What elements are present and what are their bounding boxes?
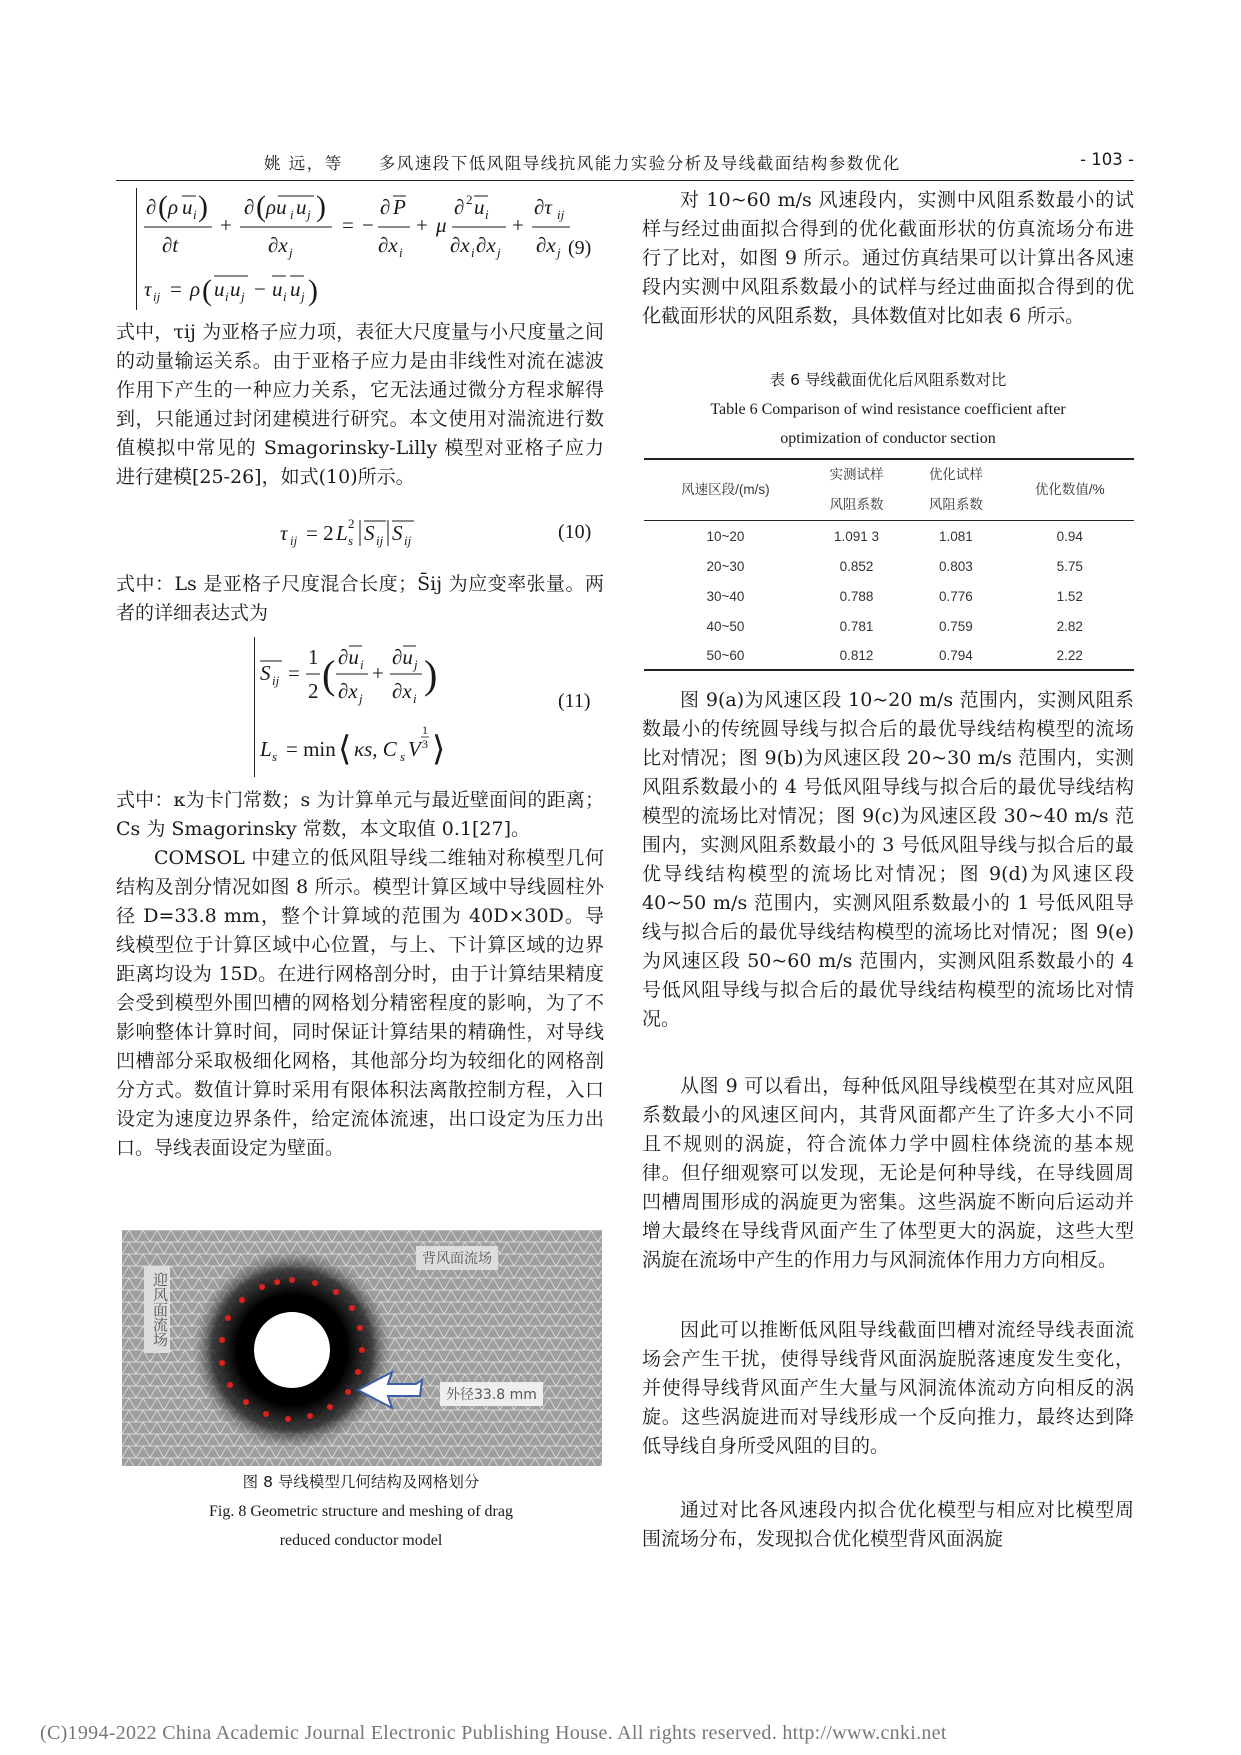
label-windward: 迎风面流场 bbox=[144, 1266, 170, 1353]
svg-text:j: j bbox=[241, 289, 245, 304]
svg-text:i: i bbox=[225, 289, 229, 304]
svg-text:∂x: ∂x bbox=[476, 233, 496, 257]
svg-text:j: j bbox=[307, 207, 311, 222]
svg-text:2: 2 bbox=[308, 679, 319, 703]
table-6-caption-en-2: optimization of conductor section bbox=[780, 430, 996, 447]
table-6-caption bbox=[642, 366, 1134, 453]
right-paragraph-2 bbox=[642, 686, 1134, 1034]
svg-text:1: 1 bbox=[422, 723, 428, 737]
svg-text:s: s bbox=[272, 749, 278, 764]
svg-text:ij: ij bbox=[272, 673, 280, 688]
svg-text:i: i bbox=[193, 207, 197, 222]
left-paragraph-2-text: 式中：Ls 是亚格子尺度混合长度；S̄ij 为应变率张量。两者的详细表达式为 bbox=[116, 573, 604, 624]
equation-11 bbox=[258, 634, 458, 782]
svg-text:u: u bbox=[230, 277, 241, 301]
svg-text:): ) bbox=[308, 274, 318, 307]
svg-text:μ: μ bbox=[436, 213, 447, 237]
equation-9 bbox=[140, 186, 610, 314]
table-row bbox=[644, 611, 1134, 641]
col-optimized: 优化试样 bbox=[906, 459, 1005, 490]
equation-9-brace bbox=[136, 188, 137, 310]
svg-text:u: u bbox=[214, 277, 225, 301]
table-cell: 0.812 bbox=[807, 641, 906, 670]
svg-text:+: + bbox=[372, 661, 384, 685]
svg-text:(: ( bbox=[322, 652, 336, 697]
svg-text:j: j bbox=[414, 657, 418, 672]
svg-text:S: S bbox=[364, 521, 375, 545]
svg-text:2: 2 bbox=[348, 516, 355, 531]
equation-10 bbox=[276, 512, 436, 552]
svg-text:∂x: ∂x bbox=[378, 233, 398, 257]
table-cell: 1.091 3 bbox=[834, 528, 880, 544]
svg-text:∂: ∂ bbox=[454, 195, 465, 219]
svg-text:ij: ij bbox=[376, 533, 384, 548]
equation-11-brace bbox=[254, 637, 255, 777]
mesh-image bbox=[122, 1230, 602, 1466]
svg-text:u: u bbox=[296, 195, 307, 219]
right-paragraph-3-text: 从图 9 可以看出，每种低风阻导线模型在其对应风阻系数最小的风速区间内，其背风面都产生了许多大小不同且不规则的涡旋，符合流体力学中圆柱体绕流的基本规律。但仔细观察可以发现，无论是何种导线，在导线圆周凹槽周围形成的涡旋更为密集。这些涡旋不断向后运动并增大最终在导线背风面产生了体型更大的涡旋，这些大型涡旋在流场中产生的作用力与风洞流体作用力方向相反。 bbox=[642, 1075, 1134, 1271]
svg-text:i: i bbox=[283, 289, 287, 304]
svg-text:L: L bbox=[336, 521, 348, 545]
table-6 bbox=[644, 458, 1134, 671]
svg-text:(: ( bbox=[256, 190, 266, 223]
svg-text:i: i bbox=[471, 245, 475, 260]
table-cell: 2.82 bbox=[1056, 618, 1083, 634]
equation-10-number: (10) bbox=[558, 521, 592, 543]
table-row bbox=[644, 581, 1134, 611]
left-paragraph-4-text: COMSOL 中建立的低风阻导线二维轴对称模型几何结构及剖分情况如图 8 所示。模型计算区域中导线圆柱外径 D=33.8 mm，整个计算域的范围为 40D×30D。导线模型位于计算区域中心位置，与上、下计算区域的边界距离均设为 15D。在进行网格剖分时，由于计算结果精度会受到模型外围凹槽的网格划分精密程度的影响，为了不影响整体计算时间，同时保证计算结果的精确性，对导线凹槽部分采取极细化网格，其他部分均为较细化的网格剖分方式。数值计算时采用有限体积法离散控制方程，入口设定为速度边界条件，给定流体流速，出口设定为压力出口。导线表面设定为壁面。 bbox=[116, 847, 604, 1159]
svg-text:= min: = min bbox=[286, 737, 336, 761]
right-paragraph-1 bbox=[642, 186, 1134, 331]
svg-text:i: i bbox=[413, 691, 417, 706]
svg-text:∂u: ∂u bbox=[392, 645, 413, 669]
svg-text:j: j bbox=[289, 245, 293, 260]
figure-8-caption bbox=[116, 1468, 606, 1555]
table-cell: 0.759 bbox=[939, 618, 973, 634]
copyright-footer: (C)1994-2022 China Academic Journal Electronic Publishing House. All rights reserved. http://www.cnki.net bbox=[40, 1722, 947, 1744]
table-cell: 40~50 bbox=[706, 618, 745, 634]
svg-text:i: i bbox=[399, 245, 403, 260]
label-leeward: 背风面流场 bbox=[416, 1246, 498, 1270]
col-measured: 实测试样 bbox=[807, 459, 906, 490]
svg-text:∂t: ∂t bbox=[162, 233, 179, 257]
svg-text:∂: ∂ bbox=[146, 195, 157, 219]
svg-text:ρ: ρ bbox=[190, 277, 201, 301]
svg-text:u: u bbox=[290, 277, 301, 301]
svg-text:−: − bbox=[254, 277, 266, 301]
col-optimized-coef: 风阻系数 bbox=[906, 490, 1005, 521]
figure-8-caption-en-2: reduced conductor model bbox=[279, 1532, 443, 1549]
svg-text:=: = bbox=[170, 277, 182, 301]
svg-text:ij: ij bbox=[557, 207, 565, 222]
table-cell: 0.794 bbox=[906, 641, 1005, 670]
equation-11-number: (11) bbox=[558, 690, 591, 712]
svg-text:2: 2 bbox=[466, 192, 473, 207]
table-row bbox=[644, 551, 1134, 581]
left-paragraph-1-text: 式中，τij 为亚格子应力项，表征大尺度量与小尺度量之间的动量输运关系。由于亚格子应力是由非线性对流在滤波作用下产生的一种应力关系，它无法通过微分方程求解得到，只能通过封闭建模进行研究。本文使用对湍流进行数值模拟中常见的 Smagorinsky-Lilly 模型对亚格子应力进行建模[25-26]，如式(10)所示。 bbox=[116, 321, 604, 488]
svg-text:−: − bbox=[362, 213, 374, 237]
svg-text:ρ: ρ bbox=[168, 195, 179, 219]
table-cell: 1.52 bbox=[1056, 588, 1083, 604]
svg-text:u: u bbox=[272, 277, 283, 301]
svg-text:∂x: ∂x bbox=[268, 233, 288, 257]
table-row bbox=[644, 641, 1134, 670]
table-6-caption-cn: 表 6 导线截面优化后风阻系数对比 bbox=[769, 371, 1007, 389]
right-paragraph-2-text: 图 9(a)为风速区段 10~20 m/s 范围内，实测风阻系数最小的传统圆导线与拟合后的最优导线结构模型的流场比对情况；图 9(b)为风速区段 20~30 m/s 范围内，实测风阻系数最小的 4 号低风阻导线与拟合后的最优导线结构模型的流场比对情况；图 9(c)为风速区段 30~40 m/s 范围内，实测风阻系数最小的 3 号低风阻导线与拟合后的最优导线结构模型的流场比对情况；图 9(d)为风速区段 40~50 m/s 范围内，实测风阻系数最小的 1 号低风阻导线与拟合后的最优导线结构模型的流场比对情况；图 9(e)为风速区段 50~60 m/s 范围内，实测风阻系数最小的 4 号低风阻导线与拟合后的最优导线结构模型的流场比对情况。 bbox=[642, 689, 1134, 1030]
table-cell: 0.94 bbox=[1056, 528, 1083, 544]
svg-text:ij: ij bbox=[290, 533, 298, 548]
table-cell: 50~60 bbox=[644, 641, 807, 670]
svg-text:j: j bbox=[557, 245, 561, 260]
col-optimized-pct: 优化数值/% bbox=[1006, 459, 1134, 521]
right-paragraph-4 bbox=[642, 1316, 1134, 1461]
svg-text:∂x: ∂x bbox=[450, 233, 470, 257]
figure-8-caption-cn: 图 8 导线模型几何结构及网格划分 bbox=[242, 1473, 480, 1491]
left-paragraph-2 bbox=[116, 570, 604, 628]
svg-text:ρu: ρu bbox=[266, 195, 287, 219]
table-header-row bbox=[644, 459, 1134, 490]
svg-text:=: = bbox=[342, 213, 354, 237]
svg-text:∂x: ∂x bbox=[536, 233, 556, 257]
label-diameter: 外径33.8 mm bbox=[440, 1382, 543, 1406]
svg-text:s: s bbox=[400, 749, 406, 764]
table-6-caption-en-1: Table 6 Comparison of wind resistance coefficient after bbox=[710, 401, 1066, 418]
header-title: 姚 远，等 多风速段下低风阻导线抗风能力实验分析及导线截面结构参数优化 bbox=[264, 154, 901, 173]
svg-text:∂x: ∂x bbox=[392, 679, 412, 703]
svg-text:j: j bbox=[301, 289, 305, 304]
svg-text:1: 1 bbox=[308, 645, 319, 669]
col-speed: 风速区段/(m/s) bbox=[644, 459, 807, 521]
table-cell: 1.081 bbox=[939, 528, 973, 544]
svg-text:S: S bbox=[392, 521, 403, 545]
right-paragraph-5-text: 通过对比各风速段内拟合优化模型与相应对比模型周围流场分布，发现拟合优化模型背风面涡旋 bbox=[642, 1499, 1134, 1550]
svg-text:⟩: ⟩ bbox=[432, 731, 446, 768]
svg-text:τ: τ bbox=[144, 277, 152, 301]
table-cell: 30~40 bbox=[706, 588, 745, 604]
right-paragraph-1-text: 对 10~60 m/s 风速段内，实测中风阻系数最小的试样与经过曲面拟合得到的优化截面形状的仿真流场分布进行了比对，如图 9 所示。通过仿真结果可以计算出各风速段内实测中风阻系数最小的试样与经过曲面拟合得到的优化截面形状的风阻系数，具体数值对比如表 6 所示。 bbox=[642, 189, 1134, 327]
running-header bbox=[116, 150, 1134, 174]
right-paragraph-3 bbox=[642, 1072, 1134, 1275]
svg-text:s: s bbox=[348, 533, 354, 548]
table-cell: 10~20 bbox=[706, 528, 745, 544]
left-paragraph-1 bbox=[116, 318, 604, 492]
table-cell: 20~30 bbox=[706, 558, 745, 574]
right-paragraph-4-text: 因此可以推断低风阻导线截面凹槽对流经导线表面流场会产生干扰，使得导线背风面涡旋脱落速度发生变化，并使得导线背风面产生大量与风洞流体流动方向相反的涡旋。这些涡旋进而对导线形成一个反向推力，最终达到降低导线自身所受风阻的目的。 bbox=[642, 1319, 1134, 1457]
figure-8-mesh bbox=[122, 1230, 602, 1466]
table-cell: 0.781 bbox=[839, 618, 874, 634]
svg-text:τ: τ bbox=[280, 521, 288, 545]
figure-8-caption-en-1: Fig. 8 Geometric structure and meshing of drag bbox=[209, 1503, 513, 1520]
svg-text:u: u bbox=[474, 195, 485, 219]
svg-text:ij: ij bbox=[404, 533, 412, 548]
left-paragraph-3 bbox=[116, 786, 604, 844]
svg-text:⟨: ⟨ bbox=[338, 731, 352, 768]
table-row bbox=[644, 521, 1134, 552]
svg-text:i: i bbox=[360, 657, 364, 672]
svg-text:κs, C: κs, C bbox=[354, 737, 397, 761]
header-rule bbox=[116, 180, 1134, 181]
svg-text:∂τ: ∂τ bbox=[534, 195, 552, 219]
svg-text:P: P bbox=[393, 195, 406, 219]
svg-text:(: ( bbox=[158, 190, 168, 223]
page-number: - 103 - bbox=[1080, 150, 1134, 169]
col-measured-coef: 风阻系数 bbox=[807, 490, 906, 521]
svg-text:∂: ∂ bbox=[244, 195, 255, 219]
left-paragraph-4 bbox=[116, 844, 604, 1163]
table-cell: 0.776 bbox=[939, 588, 973, 604]
svg-text:3: 3 bbox=[422, 737, 428, 751]
svg-text:= 2: = 2 bbox=[306, 521, 334, 545]
svg-text:j: j bbox=[359, 691, 363, 706]
table-cell: 0.803 bbox=[939, 558, 973, 574]
right-paragraph-5 bbox=[642, 1496, 1134, 1554]
svg-text:S: S bbox=[260, 661, 271, 685]
table-cell: 0.788 bbox=[839, 588, 874, 604]
svg-text:j: j bbox=[497, 245, 501, 260]
table-cell: 5.75 bbox=[1056, 558, 1083, 574]
svg-text:u: u bbox=[182, 195, 193, 219]
svg-text:L: L bbox=[260, 737, 272, 761]
svg-text:(: ( bbox=[202, 274, 212, 307]
equation-9-number: (9) bbox=[568, 237, 592, 259]
table-cell: 0.852 bbox=[839, 558, 874, 574]
svg-text:): ) bbox=[198, 190, 208, 223]
svg-text:+: + bbox=[220, 213, 232, 237]
left-paragraph-3-text: 式中：κ为卡门常数；s 为计算单元与最近壁面间的距离；Cs 为 Smagorinsky 常数，本文取值 0.1[27]。 bbox=[116, 789, 604, 840]
table-cell: 2.22 bbox=[1006, 641, 1134, 670]
svg-text:+: + bbox=[416, 213, 428, 237]
svg-text:ij: ij bbox=[153, 289, 161, 304]
svg-text:∂: ∂ bbox=[380, 195, 391, 219]
svg-text:): ) bbox=[316, 190, 326, 223]
svg-text:V: V bbox=[408, 737, 421, 761]
svg-text:i: i bbox=[290, 207, 294, 222]
svg-text:): ) bbox=[424, 652, 438, 697]
svg-text:+: + bbox=[512, 213, 524, 237]
svg-text:∂x: ∂x bbox=[338, 679, 358, 703]
svg-text:=: = bbox=[288, 661, 300, 685]
svg-text:∂u: ∂u bbox=[338, 645, 359, 669]
svg-text:i: i bbox=[485, 207, 489, 222]
